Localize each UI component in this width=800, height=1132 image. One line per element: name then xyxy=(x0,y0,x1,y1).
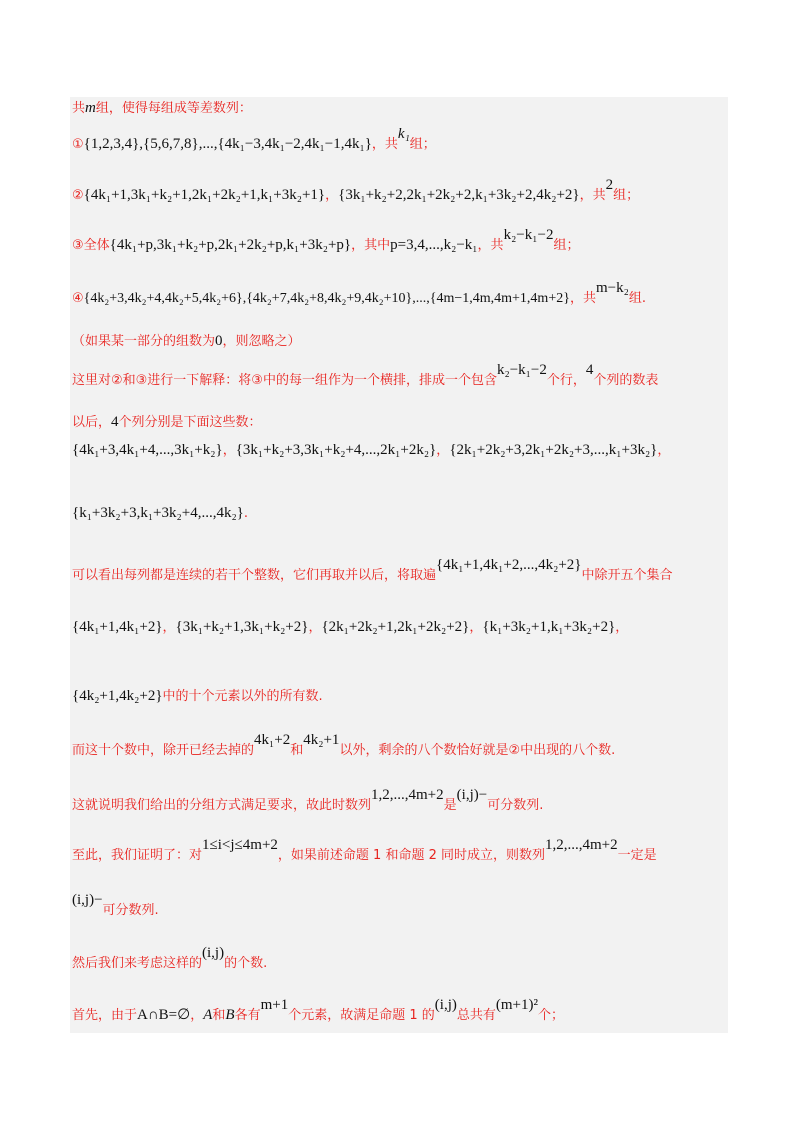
formula: 1,2,...,4m+2 xyxy=(371,787,444,803)
formula: 1,2,...,4m+2 xyxy=(544,837,618,853)
formula: (i,j)− xyxy=(456,787,488,803)
formula: A∩B=∅ xyxy=(137,1007,191,1023)
formula: 1≤i<j≤4m+2 xyxy=(202,837,278,853)
formula: {4k₂+1,4k₂+2} xyxy=(72,688,163,704)
text-line-11: 可以看出每列都是连续的若干个整数，它们再取并以后，将取遍{4k₁+1,4k₁+2,...,4k₂+2}中除开五个集合 xyxy=(72,557,673,583)
text-line-9: {4k₁+3,4k₁+4,...,3k₁+k₂}，{3k₁+k₂+3,3k₁+k₂+4,...,2k₁+2k₂}，{2k₁+2k₂+3,2k₁+2k₂+3,...,k₁+3k₂}， xyxy=(72,442,671,458)
formula: k₁ xyxy=(397,126,410,142)
text-line-6: （如果某一部分的组数为0，则忽略之） xyxy=(72,333,301,349)
text-line-16: 至此，我们证明了：对1≤i<j≤4m+2，如果前述命题 1 和命题 2 同时成立，则数列1,2,...,4m+2一定是 xyxy=(72,837,657,863)
formula: (m+1)² xyxy=(495,997,539,1013)
text-line-8: 以后，4个列分别是下面这些数： xyxy=(72,414,262,430)
formula: {4k₁+p,3k₁+k₂+p,2k₁+2k₂+p,k₁+3k₂+p} xyxy=(109,237,352,253)
formula: {4k₁+1,3k₁+k₂+1,2k₁+2k₂+1,k₁+3k₂+1} xyxy=(83,187,326,203)
formula: k₂−k₁−2 xyxy=(496,362,547,378)
text-line-10: {k₁+3k₂+3,k₁+3k₂+4,...,4k₂}. xyxy=(72,505,249,521)
formula: p=3,4,...,k₂−k₁ xyxy=(390,237,478,253)
formula: {4k₂+3,4k₂+4,4k₂+5,4k₂+6},{4k₂+7,4k₂+8,4k₂+9,4k₂+10},...,{4m−1,4m,4m+1,4m+2} xyxy=(83,291,570,306)
text-line-4: ③全体{4k₁+p,3k₁+k₂+p,2k₁+2k₂+p,k₁+3k₂+p}，其中p=3,4,...,k₂−k₁，共k₂−k₁−2组； xyxy=(72,227,580,253)
formula: {2k₁+2k₂+3,2k₁+2k₂+3,...,k₁+3k₂} xyxy=(449,442,658,458)
formula: {1,2,3,4},{5,6,7,8},...,{4k₁−3,4k₁−2,4k₁−1,4k₁} xyxy=(83,136,372,152)
text-line-18: 然后我们来考虑这样的(i,j)的个数. xyxy=(72,945,268,971)
text-line-19: 首先，由于A∩B=∅，A和B各有m+1个元素，故满足命题 1 的(i,j)总共有(m+1)²个； xyxy=(72,997,565,1023)
formula: m+1 xyxy=(260,997,289,1013)
formula: {4k₁+1,4k₁+2,...,4k₂+2} xyxy=(436,557,582,573)
text-line-1: 共m组，使得每组成等差数列： xyxy=(72,100,252,116)
text-line-13: {4k₂+1,4k₂+2}中的十个元素以外的所有数. xyxy=(72,688,323,704)
formula: {2k₁+2k₂+1,2k₁+2k₂+2} xyxy=(321,619,470,635)
text-line-7: 这里对②和③进行一下解释：将③中的每一组作为一个横排，排成一个包含k₂−k₁−2个行，4个列的数表 xyxy=(72,362,659,388)
formula: {k₁+3k₂+3,k₁+3k₂+4,...,4k₂} xyxy=(72,505,244,521)
formula: (i,j) xyxy=(202,945,225,961)
formula: {4k₁+1,4k₁+2} xyxy=(72,619,163,635)
text-line-14: 而这十个数中，除开已经去掉的4k₁+2和4k₂+1以外，剩余的八个数恰好就是②中出现的八个数. xyxy=(72,732,616,758)
text-line-5: ④{4k₂+3,4k₂+4,4k₂+5,4k₂+6},{4k₂+7,4k₂+8,4k₂+9,4k₂+10},...,{4m−1,4m,4m+1,4m+2}，共m−k₂组. xyxy=(72,280,646,306)
formula: {3k₁+k₂+2,2k₁+2k₂+2,k₁+3k₂+2,4k₂+2} xyxy=(338,187,580,203)
formula: (i,j) xyxy=(434,997,457,1013)
formula: {4k₁+3,4k₁+4,...,3k₁+k₂} xyxy=(72,442,223,458)
formula: {k₁+3k₂+1,k₁+3k₂+2} xyxy=(482,619,616,635)
formula: {3k₁+k₂+1,3k₁+k₂+2} xyxy=(175,619,309,635)
text-line-2: ①{1,2,3,4},{5,6,7,8},...,{4k₁−3,4k₁−2,4k₁−1,4k₁}，共k₁组； xyxy=(72,126,436,152)
formula: m−k₂ xyxy=(595,280,629,296)
formula: 4k₁+2 xyxy=(254,732,291,748)
text-line-12: {4k₁+1,4k₁+2}，{3k₁+k₂+1,3k₁+k₂+2}，{2k₁+2k₂+1,2k₁+2k₂+2}，{k₁+3k₂+1,k₁+3k₂+2}， xyxy=(72,619,629,635)
formula: (i,j)− xyxy=(72,892,103,908)
formula: k₂−k₁−2 xyxy=(503,227,554,243)
formula: {3k₁+k₂+3,3k₁+k₂+4,...,2k₁+2k₂} xyxy=(235,442,437,458)
text-line-15: 这就说明我们给出的分组方式满足要求，故此时数列1,2,...,4m+2是(i,j)−可分数列. xyxy=(72,787,544,813)
formula: 4k₂+1 xyxy=(303,732,340,748)
text-line-17: (i,j)−可分数列. xyxy=(72,892,159,918)
text-line-3: ②{4k₁+1,3k₁+k₂+1,2k₁+2k₂+1,k₁+3k₂+1}，{3k₁+k₂+2,2k₁+2k₂+2,k₁+3k₂+2,4k₂+2}，共2组； xyxy=(72,177,640,203)
